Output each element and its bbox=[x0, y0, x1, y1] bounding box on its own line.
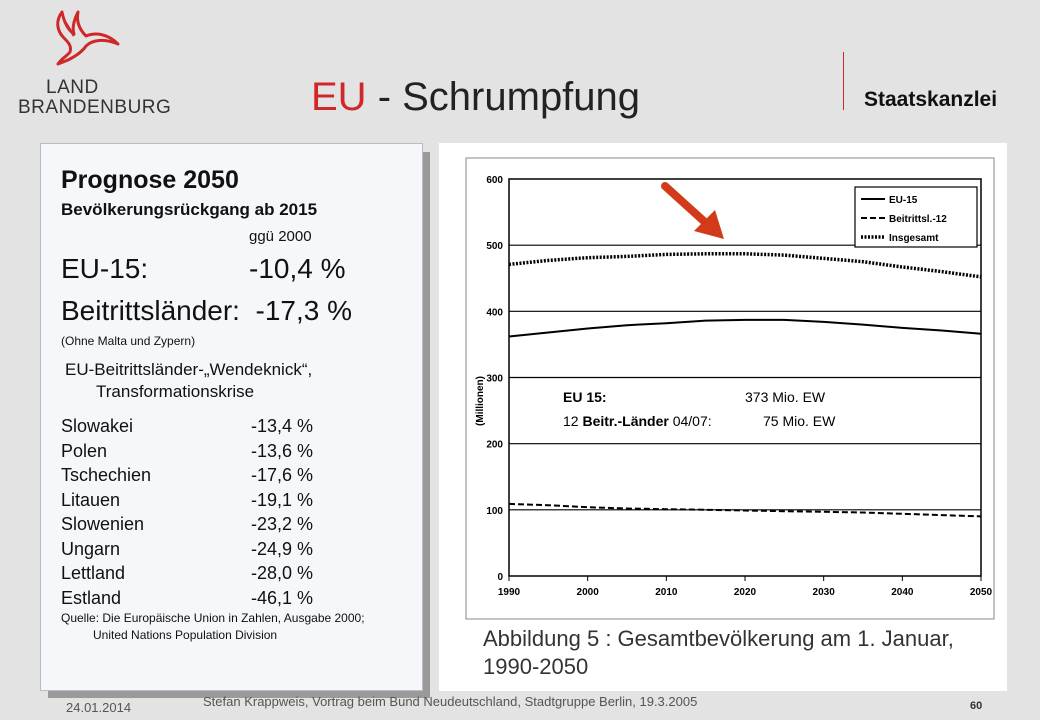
x-tick-label: 2030 bbox=[812, 587, 835, 598]
eu15-row bbox=[61, 248, 422, 290]
annotation-line2 bbox=[563, 413, 712, 429]
country-name: Estland bbox=[61, 587, 122, 608]
population-chart bbox=[439, 143, 1007, 691]
logo-line-brandenburg: BRANDENBURG bbox=[18, 97, 172, 118]
country-value: -24,9 % bbox=[251, 538, 314, 559]
country-name: Litauen bbox=[61, 489, 121, 510]
country-name: Lettland bbox=[61, 563, 126, 583]
country-value: -46,1 % bbox=[251, 587, 314, 608]
panel-bullet bbox=[61, 359, 422, 403]
legend-entry: Beitrittsl.-12 bbox=[889, 214, 947, 225]
y-axis-label: (Millionen) bbox=[475, 376, 486, 426]
x-tick-label: 2000 bbox=[576, 587, 599, 598]
country-value: -28,0 % bbox=[251, 563, 314, 583]
annotation-line2-prefix: 12 bbox=[563, 413, 583, 429]
country-value: -23,2 % bbox=[251, 514, 314, 534]
eagle-icon bbox=[34, 6, 124, 78]
chart-caption-line-2: 1990-2050 bbox=[483, 654, 589, 679]
country-name: Polen bbox=[61, 440, 108, 461]
panel-heading: Prognose 2050 bbox=[61, 166, 239, 194]
source-note bbox=[61, 610, 422, 644]
annotation-line2-value: 75 Mio. EW bbox=[763, 413, 836, 429]
bullet-line-2: Transformationskrise bbox=[96, 382, 255, 401]
panel-note: (Ohne Malta und Zypern) bbox=[61, 334, 196, 348]
x-tick-label: 2010 bbox=[655, 587, 678, 598]
country-name: Tschechien bbox=[61, 465, 152, 485]
country-name: Ungarn bbox=[61, 538, 121, 559]
panel-ggu: ggü 2000 bbox=[249, 228, 312, 245]
x-tick-label: 2020 bbox=[733, 587, 757, 598]
source-line-2: United Nations Population Division bbox=[93, 628, 278, 642]
annotation-line2-bold: Beitr.-Länder bbox=[582, 413, 669, 429]
footer-date: 24.01.2014 bbox=[66, 700, 132, 715]
y-tick-label: 500 bbox=[486, 241, 503, 253]
chart-legend bbox=[855, 187, 977, 247]
country-row bbox=[61, 512, 422, 537]
x-tick-label: 1990 bbox=[497, 587, 521, 598]
eu15-label: EU-15: bbox=[61, 253, 149, 284]
land-brandenburg-logo bbox=[14, 6, 190, 124]
y-tick-label: 100 bbox=[486, 505, 503, 517]
eu15-value: -10,4 % bbox=[249, 253, 346, 284]
country-row bbox=[61, 561, 422, 586]
country-value: -19,1 % bbox=[251, 489, 314, 510]
country-row bbox=[61, 414, 422, 439]
legend-entry: Insgesamt bbox=[889, 233, 939, 244]
source-line-1: Quelle: Die Europäische Union in Zahlen, Ausgabe 2000; bbox=[61, 611, 365, 625]
legend-entry: EU-15 bbox=[889, 195, 918, 206]
logo-text bbox=[18, 78, 194, 118]
forecast-panel bbox=[40, 143, 423, 691]
page-title-accent: EU bbox=[311, 75, 367, 119]
y-tick-label: 200 bbox=[486, 439, 503, 451]
chart-caption-line-1: Abbildung 5 : Gesamtbevölkerung am 1. Januar, bbox=[483, 626, 954, 651]
y-tick-label: 400 bbox=[486, 307, 503, 319]
chart-container bbox=[439, 143, 1007, 691]
annotation-eu15-label: EU 15: bbox=[563, 389, 607, 405]
country-name: Slowakei bbox=[61, 416, 134, 436]
accession-row bbox=[61, 290, 422, 332]
header-divider bbox=[843, 52, 844, 110]
country-name: Slowenien bbox=[61, 514, 145, 534]
footer-text: Stefan Krappweis, Vortrag beim Bund Neudeutschland, Stadtgruppe Berlin, 19.3.2005 bbox=[203, 694, 698, 709]
page-title-rest: - Schrumpfung bbox=[366, 75, 641, 119]
x-tick-label: 2050 bbox=[969, 587, 993, 598]
country-list bbox=[61, 414, 422, 610]
logo-line-land: LAND bbox=[46, 77, 99, 98]
y-tick-label: 300 bbox=[486, 373, 503, 385]
accession-value: -17,3 % bbox=[255, 295, 353, 326]
annotation-eu15-value: 373 Mio. EW bbox=[745, 389, 826, 405]
country-value: -13,6 % bbox=[251, 440, 314, 461]
panel-subheading: Bevölkerungsrückgang ab 2015 bbox=[61, 200, 318, 219]
department-label: Staatskanzlei bbox=[864, 88, 998, 111]
y-tick-label: 600 bbox=[486, 175, 503, 186]
bullet-line-1: EU-Beitrittsländer-„Wendeknick“, bbox=[65, 360, 313, 379]
accession-label: Beitrittsländer: bbox=[61, 295, 240, 326]
country-row bbox=[61, 537, 422, 562]
country-row bbox=[61, 439, 422, 464]
page-title bbox=[311, 72, 640, 122]
country-value: -17,6 % bbox=[251, 465, 314, 485]
country-row bbox=[61, 463, 422, 488]
annotation-line2-rest: 04/07: bbox=[668, 413, 712, 429]
y-tick-label: 0 bbox=[497, 572, 503, 583]
country-row bbox=[61, 586, 422, 611]
x-tick-label: 2040 bbox=[891, 587, 914, 598]
page-number: 60 bbox=[970, 700, 983, 712]
country-row bbox=[61, 488, 422, 513]
country-value: -13,4 % bbox=[251, 416, 314, 436]
